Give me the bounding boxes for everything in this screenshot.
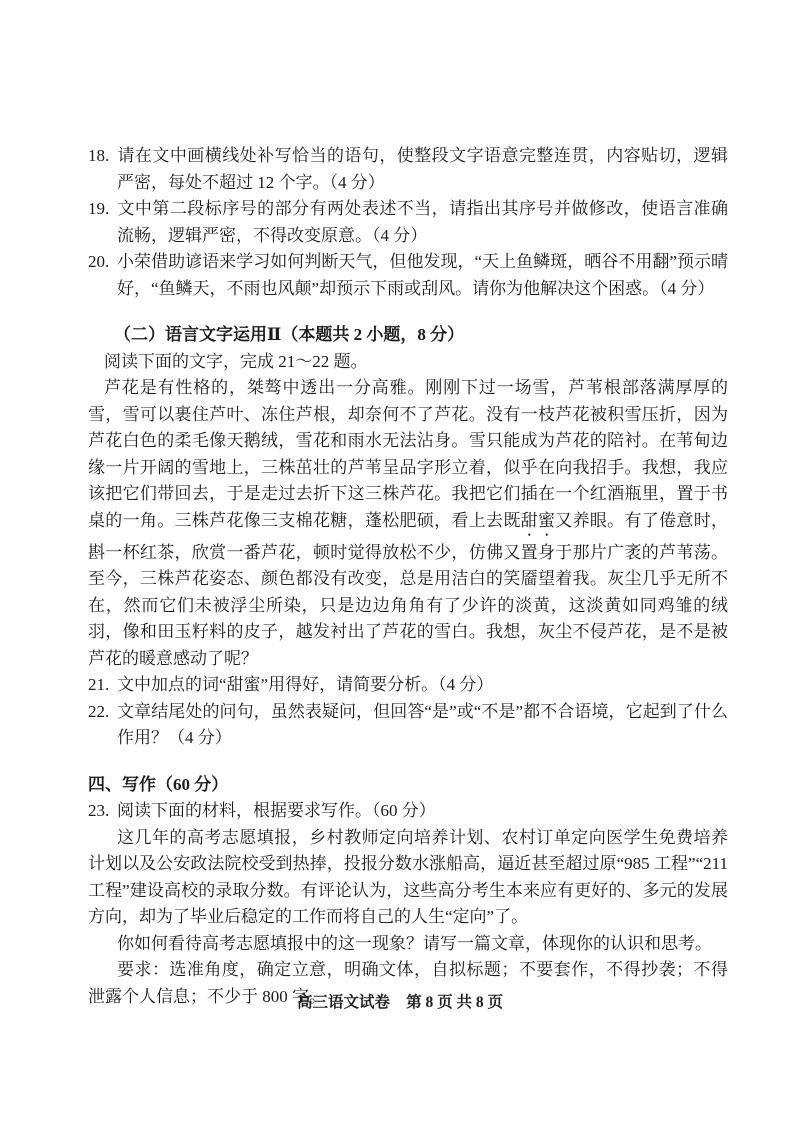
question-21-text: 文中加点的词“甜蜜”用得好，请简要分析。（4 分） (117, 675, 494, 694)
passage-text-after: 又养眼。有了倦意时，斟一杯红茶，欣赏一番芦花，顿时觉得放松不少，仿佛又置身于那片广袤的芦苇荡。至今，三株芦花姿态、颜色都没有改变，总是用洁白的笑靥望着我。灰尘几乎无所不在，然而它们未被浮尘所染，只是边边角角有了少许的淡黄，这淡黄如同鸡雏的绒羽，像和田玉籽料的皮子，越发衬出了芦花的雪白。我想，灰尘不侵芦花，是不是被芦花的暖意感动了呢？ (88, 510, 729, 668)
question-19-number: 19. (88, 199, 110, 218)
essay-material-paragraph-2: 你如何看待高考志愿填报中的这一现象？请写一篇文章，体现你的认识和思考。 (117, 933, 712, 953)
question-18 (88, 143, 728, 196)
question-21-number: 21. (88, 675, 110, 694)
essay-material-requirements: 要求：选准角度，确定立意，明确文体，自拟标题；不要套作，不得抄袭；不得泄露个人信息；不少于 800 字。 (88, 960, 728, 1006)
question-23 (88, 798, 728, 825)
passage-text-before: 芦花是有性格的，桀骜中透出一分高雅。刚刚下过一场雪，芦苇根部落满厚厚的雪，雪可以裹住芦叶、冻住芦根，却奈何不了芦花。没有一枝芦花被积雪压折，因为芦花白色的柔毛像天鹅绒，雪花和雨水无法沾身。雪只能成为芦花的陪衬。在苇甸边缘一片开阔的雪地上，三株茁壮的芦苇呈品字形立着，似乎在向我招手。我想，我应该把它们带回去，于是走过去折下这三株芦花。我把它们插在一个红酒瓶里，置于书桌的一角。三株芦花像三支棉花糖，蓬松肥硕，看上去既 (88, 378, 728, 530)
passage-emphasized-word: 甜蜜 (520, 510, 556, 530)
question-21 (88, 672, 728, 699)
page-footer (0, 990, 800, 1012)
question-22 (88, 699, 728, 752)
question-18-text: 请在文中画横线处补写恰当的语句，使整段文字语意完整连贯，内容贴切，逻辑严密，每处不超过 12 个字。（4 分） (117, 146, 728, 192)
question-23-number: 23. (88, 801, 110, 820)
question-20-number: 20. (88, 252, 110, 271)
question-22-number: 22. (88, 701, 110, 721)
page-content (88, 143, 728, 1010)
essay-material-paragraph-1: 这几年的高考志愿填报，乡村教师定向培养计划、农村订单定向医学生免费培养计划以及公安政法院校受到热捧，投报分数水涨船高，逼近甚至超过原“985 工程”“211 工程”建设高校的录取分数。有评论认为，这些高分考生本来应有更好的、多元的发展方向，却为了毕业后稳定的工作而将自己的人生“定向”了。 (88, 827, 728, 926)
question-19-text: 文中第二段标序号的部分有两处表述不当，请指出其序号并做修改，使语言准确流畅，逻辑严密，不得改变原意。（4 分） (117, 199, 728, 245)
footer-exam-title: 高三语文试卷 (297, 994, 391, 1011)
reading-passage (88, 375, 728, 672)
question-18-number: 18. (88, 146, 110, 165)
question-23-text: 阅读下面的材料，根据要求写作。（60 分） (117, 801, 436, 820)
question-20-text: 小荣借助谚语来学习如何判断天气，但他发现，“天上鱼鳞斑，晒谷不用翻”预示晴好，“鱼鳞天，不雨也风颠”却预示下雨或刮风。请你为他解决这个困惑。（4 分） (117, 252, 728, 298)
section-4-heading: 四、写作（60 分） (88, 774, 229, 794)
question-19 (88, 196, 728, 249)
section-2-heading: （二）语言文字运用Ⅱ（本题共 2 小题，8 分） (114, 325, 465, 344)
question-22-text: 文章结尾处的问句，虽然表疑问，但回答“是”或“不是”都不合语境，它起到了什么作用？（4 分） (117, 701, 728, 747)
question-20 (88, 249, 728, 302)
footer-page-number: 第 8 页 共 8 页 (406, 994, 503, 1011)
reading-instruction: 阅读下面的文字，完成 21～22 题。 (104, 351, 368, 371)
